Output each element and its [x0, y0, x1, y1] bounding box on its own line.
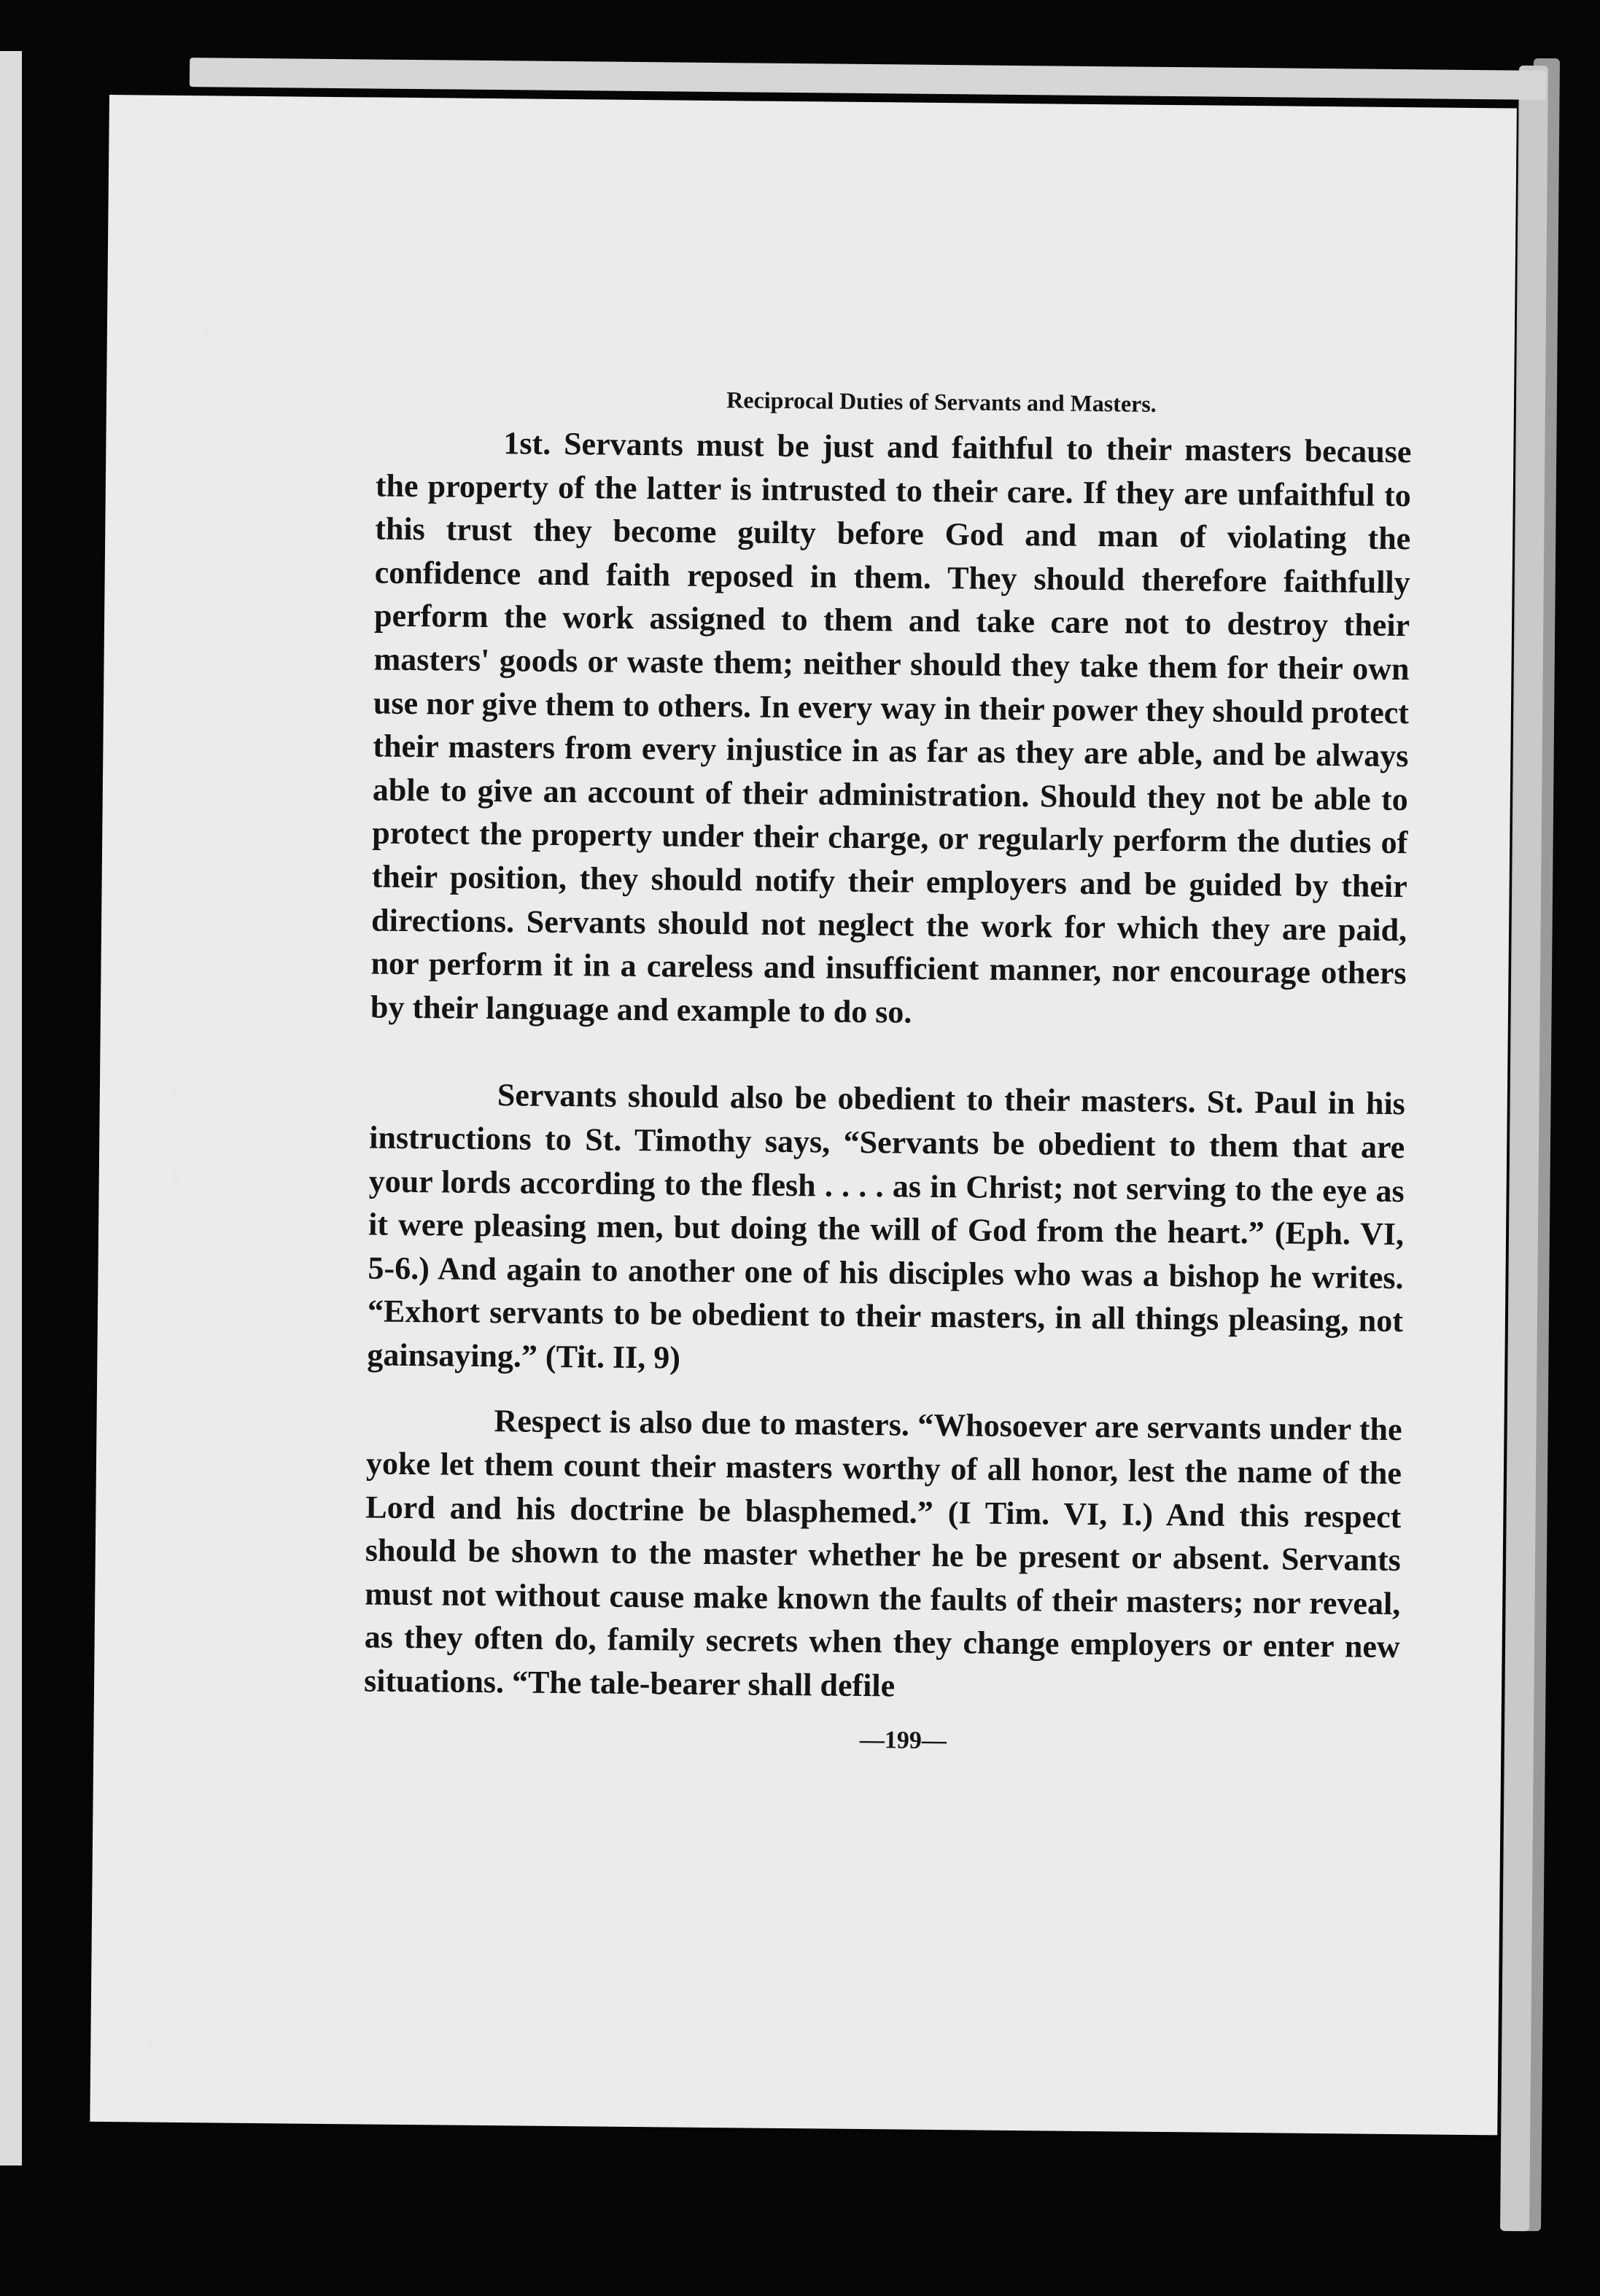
- page-content: [363, 384, 1412, 1759]
- adjacent-page-edge: [0, 51, 22, 2165]
- page-stack-top-edge: [190, 58, 1546, 100]
- scan-speck: [146, 2042, 153, 2050]
- scan-speck: [171, 1086, 178, 1094]
- scan-speck: [201, 328, 210, 338]
- book-page: [90, 95, 1517, 2135]
- scan-speck: [172, 1171, 179, 1181]
- paragraph-faithfulness: 1st. Servants must be just and faithful to their masters because the property of the latter is intrusted to their care. If they are unfaithful to this trust they become guilty before God and man of violating the confidence and faith reposed in them. They should therefore faithfully perform the work assigned to them and take care not to destroy their masters' goods or waste them; neither should they take them for their own use nor give them to others. In every way in their power they should protect their masters from every injustice in as far as they are able, and be always able to give an account of their administration. Should they not be able to protect the property under their charge, or regularly perform the duties of their position, they should notify their employers and be guided by their directions. Servants should not neglect the work for which they are paid, nor perform it in a careless and insufficient manner, nor encourage others by their language and example to do so.: [370, 425, 1412, 1030]
- section-heading: Reciprocal Duties of Servants and Masters.: [726, 386, 1157, 417]
- page-number: —199—: [859, 1726, 947, 1754]
- paragraph-respect: Respect is also due to masters. “Whosoever are servants under the yoke let them count their masters worthy of all honor, lest the name of the Lord and his doctrine be blasphemed.” (I Tim. VI, I.) And this respect should be shown to the master whether he be present or absent. Servants must not without cause make known the faults of their masters; nor reveal, as they often do, family secrets when they change employers or enter new situations. “The tale-bearer shall defile: [363, 1403, 1402, 1704]
- paragraph-obedience: Servants should also be obedient to their masters. St. Paul in his instructions to St. Timothy says, “Servants be obedient to them that are your lords according to the flesh . . . . as in Christ; not serving to the eye as it were pleasing men, but doing the will of God from the heart.” (Eph. VI, 5-6.) And again to another one of his disciples who was a bishop he writes. “Exhort servants to be obedient to their masters, in all things pleasing, not gainsaying.” (Tit. II, 9): [367, 1077, 1406, 1376]
